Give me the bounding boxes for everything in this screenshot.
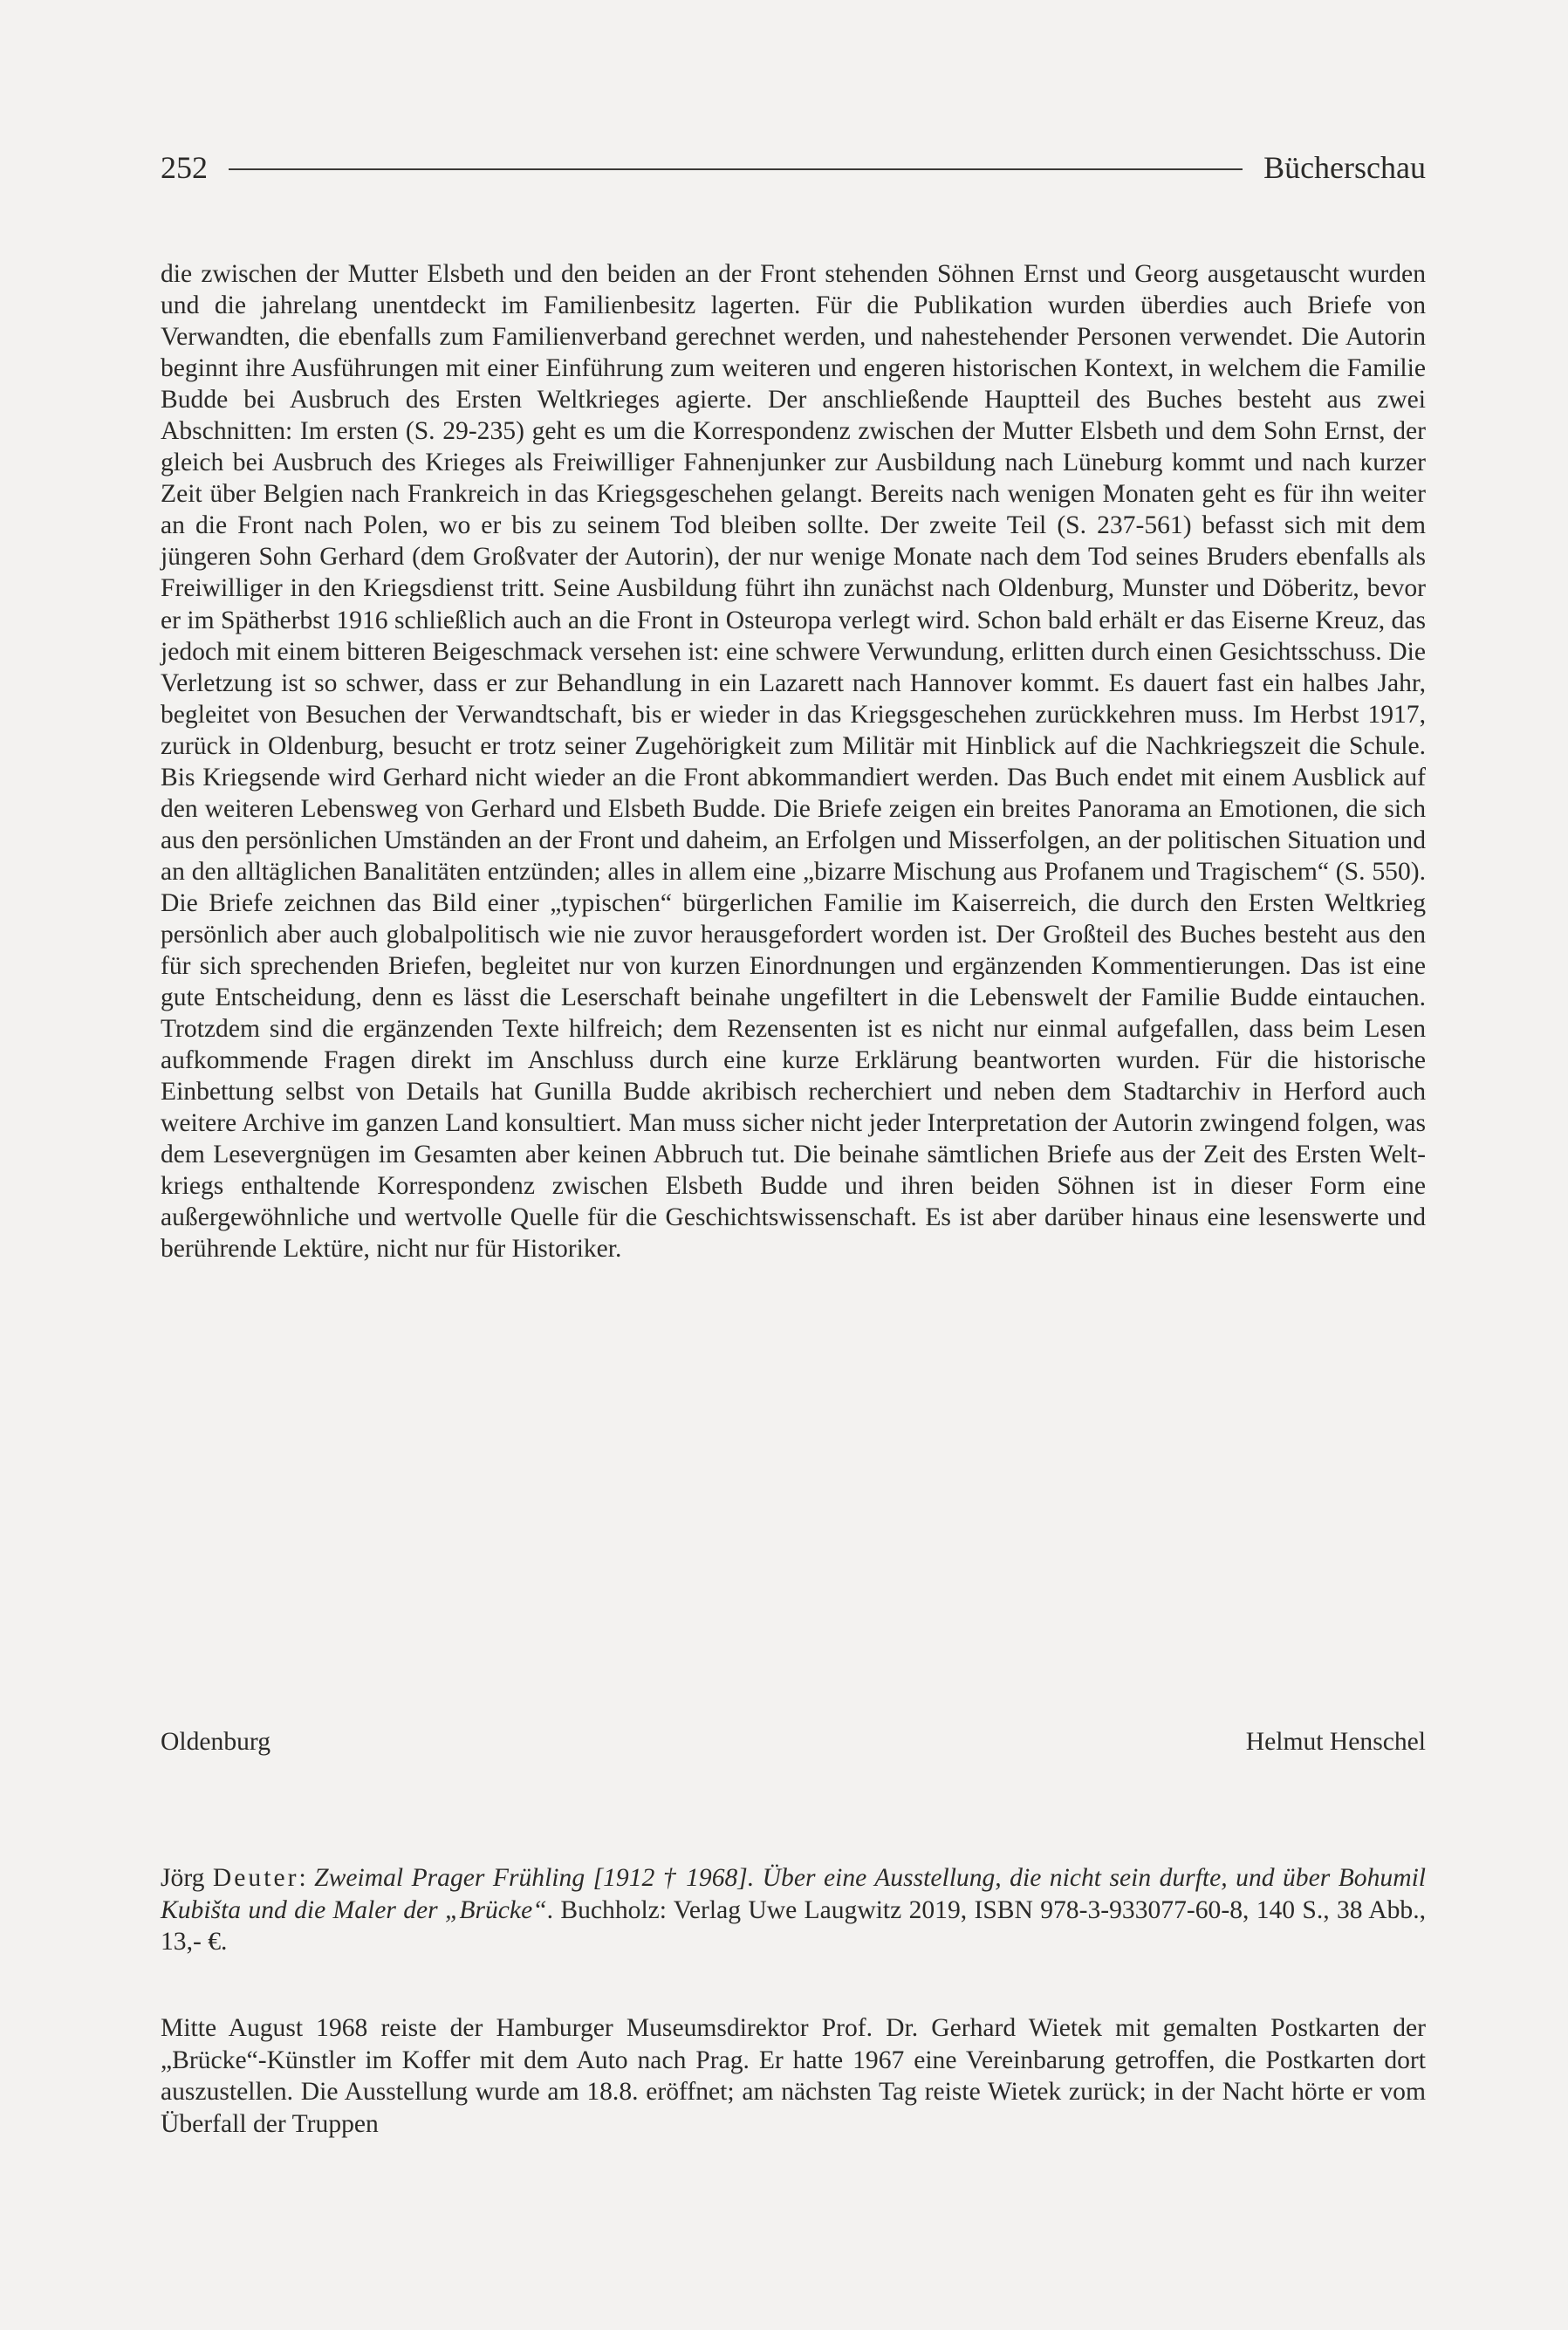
citation-publication: . Buchholz: Verlag Uwe Laugwitz 2019, ISBN 978-3-933077-60-8, 140 S., 38 Abb., 13,- €. xyxy=(161,1895,1426,1956)
review-body-text: die zwischen der Mutter Elsbeth und den beiden an der Front stehenden Söhnen Ernst und Georg ausgetauscht wurden und die jahrelang unentdeckt im Familienbesitz lagerten. Für die Publikation wurden überdies auch Briefe von Verwandten, die ebenfalls zum Familienverband gerechnet werden, und nahestehender Personen verwendet. Die Autorin beginnt ihre Ausführungen mit einer Einführung zum weiteren und engeren historischen Kontext, in welchem die Familie Budde bei Ausbruch des Ersten Weltkrieges agierte. Der anschließende Hauptteil des Buches besteht aus zwei Abschnitten: Im ersten (S. 29-235) geht es um die Korrespondenz zwischen der Mutter Elsbeth und dem Sohn Ernst, der gleich bei Ausbruch des Krieges als Freiwilliger Fahnenjunker zur Ausbildung nach Lüneburg kommt und nach kurzer Zeit über Belgien nach Frankreich in das Kriegsgeschehen gelangt. Bereits nach wenigen Monaten geht es für ihn weiter an die Front nach Polen, wo er bis zu seinem Tod bleiben sollte. Der zweite Teil (S. 237-561) befasst sich mit dem jüngeren Sohn Gerhard (dem Großvater der Autorin), der nur wenige Monate nach dem Tod seines Bruders ebenfalls als Freiwilliger in den Kriegsdienst tritt. Seine Ausbildung führt ihn zunächst nach Oldenburg, Munster und Döberitz, bevor er im Spätherbst 1916 schließlich auch an die Front in Osteuropa verlegt wird. Schon bald erhält er das Eiserne Kreuz, das jedoch mit einem bitteren Beigeschmack versehen ist: eine schwere Verwundung, erlitten durch einen Gesichtsschuss. Die Verletzung ist so schwer, dass er zur Behandlung in ein Lazarett nach Hannover kommt. Es dauert fast ein halbes Jahr, begleitet von Besuchen der Verwandtschaft, bis er wieder in das Kriegsgeschehen zurückkehren muss. Im Herbst 1917, zurück in Oldenburg, besucht er trotz seiner Zugehörigkeit zum Militär mit Hinblick auf die Nachkriegszeit die Schule. Bis Kriegsende wird Gerhard nicht wieder an die Front abkommandiert werden. Das Buch endet mit einem Ausblick auf den weiteren Lebensweg von Gerhard und Elsbeth Budde. Die Briefe zeigen ein breites Panorama an Emotionen, die sich aus den persönlichen Umständen an der Front und daheim, an Erfolgen und Misserfolgen, an der politischen Situation und an den alltäglichen Banalitäten entzünden; alles in allem eine „bizarre Mischung aus Profanem und Tragischem“ (S. 550). Die Briefe zeichnen das Bild einer „typischen“ bürgerlichen Familie im Kaiserreich, die durch den Ersten Weltkrieg persönlich aber auch globalpolitisch wie nie zuvor herausgefordert worden ist. Der Großteil des Buches besteht aus den für sich sprechenden Briefen, begleitet nur von kurzen Einordnungen und ergänzenden Kommentierungen. Das ist eine gute Entscheidung, denn es lässt die Leserschaft beinahe ungefiltert in die Lebenswelt der Familie Budde eintauchen. Trotzdem sind die ergänzenden Texte hilfreich; dem Rezensenten ist es nicht nur einmal aufgefallen, dass beim Lesen aufkommende Fragen direkt im Anschluss durch eine kurze Erklärung beantworten wurden. Für die historische Einbettung selbst von Details hat Gunilla Budde akribisch recherchiert und neben dem Stadtarchiv in Herford auch weitere Archive im ganzen Land konsultiert. Man muss sicher nicht jeder Interpretation der Autorin zwingend folgen, was dem Lesevergnügen im Gesamten aber keinen Abbruch tut. Die beinahe sämtlichen Briefe aus der Zeit des Ersten Weltkriegs enthaltende Korrespondenz zwischen Elsbeth Budde und ihren beiden Söhnen ist in dieser Form eine außergewöhnliche und wertvolle Quelle für die Geschichtswissenschaft. Es ist aber darüber hinaus eine lesenswerte und berührende Lektüre, nicht nur für Historiker. xyxy=(161,260,1426,1264)
section-title: Bücherschau xyxy=(1263,150,1426,185)
header-rule xyxy=(229,168,1243,170)
reviewer-name: Helmut Henschel xyxy=(1245,1728,1426,1756)
running-header xyxy=(161,147,1426,188)
citation-title: Zweimal Prager Frühling [1912 † 1968]. Über eine Ausstellung, die nicht sein durfte, und über Bohumil Kubišta und die Maler der „Brücke“ xyxy=(161,1864,1427,1924)
citation-author-separator: : xyxy=(298,1864,306,1892)
book-citation xyxy=(161,1862,1426,1958)
citation-author-last: Deuter xyxy=(212,1864,299,1892)
second-review-body-text: Mitte August 1968 reiste der Hamburger Museumsdirektor Prof. Dr. Gerhard Wietek mit gemalten Postkarten der „Brücke“-Künstler im Koffer mit dem Auto nach Prag. Er hatte 1967 eine Vereinbarung getroffen, die Postkarten dort auszustellen. Die Ausstellung wurde am 18.8. eröffnet; am nächsten Tag reiste Wietek zurück; in der Nacht hörte er vom Überfall der Truppen xyxy=(161,2014,1426,2138)
review-signature xyxy=(161,1726,1426,1758)
citation-author-first: Jörg xyxy=(161,1864,205,1892)
page-number: 252 xyxy=(161,150,208,185)
review-place: Oldenburg xyxy=(161,1728,271,1756)
